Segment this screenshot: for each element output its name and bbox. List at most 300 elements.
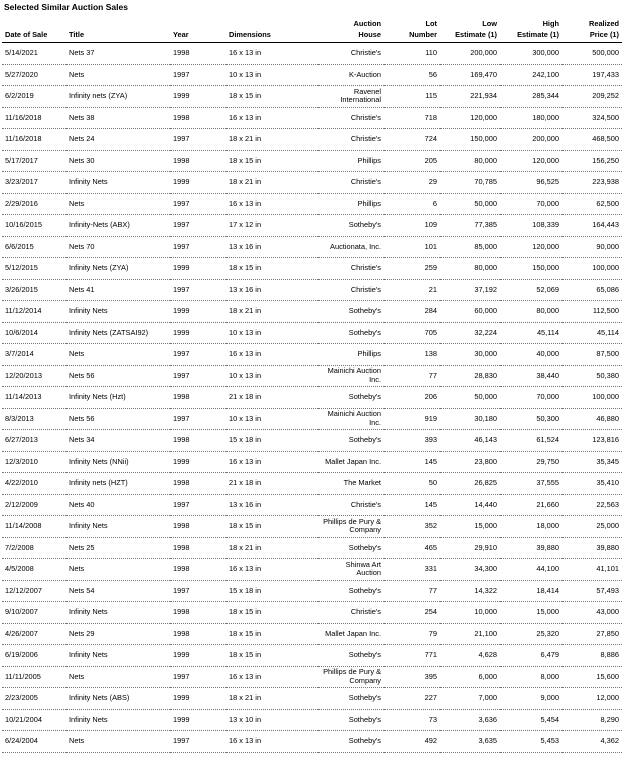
table-body [2,43,622,753]
table-row [2,279,622,301]
table-row [2,129,622,151]
cell-low-estimate: 77,385 [440,215,500,237]
cell-date: 6/24/2004 [2,731,66,753]
cell-low-estimate: 85,000 [440,236,500,258]
cell-auction-house: Sotheby's [318,215,384,237]
table-row [2,193,622,215]
cell-high-estimate: 39,880 [500,537,562,559]
cell-high-estimate: 120,000 [500,236,562,258]
cell-date: 11/16/2018 [2,107,66,129]
table-row [2,258,622,280]
cell-year: 1999 [170,258,226,280]
cell-high-estimate: 15,000 [500,602,562,624]
cell-date: 5/17/2017 [2,150,66,172]
cell-date: 11/11/2005 [2,666,66,688]
table-row [2,731,622,753]
cell-year: 1997 [170,279,226,301]
cell-realized-price: 500,000 [562,43,622,65]
cell-lot-number: 259 [384,258,440,280]
cell-auction-house: Phillips [318,150,384,172]
cell-auction-house: Sotheby's [318,537,384,559]
cell-title: Nets 29 [66,623,170,645]
cell-title: Nets 30 [66,150,170,172]
cell-auction-house: Shinwa Art Auction [318,559,384,581]
cell-low-estimate: 29,910 [440,537,500,559]
cell-title: Infinity Nets (ZATSAI92) [66,322,170,344]
table-row [2,559,622,581]
cell-realized-price: 15,600 [562,666,622,688]
cell-high-estimate: 242,100 [500,64,562,86]
table-row [2,86,622,108]
cell-realized-price: 43,000 [562,602,622,624]
cell-year: 1997 [170,494,226,516]
cell-dimensions: 16 x 13 in [226,451,318,473]
cell-lot-number: 56 [384,64,440,86]
table-row [2,387,622,409]
cell-year: 1997 [170,580,226,602]
cell-title: Nets 34 [66,430,170,452]
auction-sales-table [2,14,622,753]
cell-year: 1997 [170,731,226,753]
cell-high-estimate: 50,300 [500,408,562,430]
cell-dimensions: 18 x 15 in [226,516,318,538]
cell-realized-price: 46,880 [562,408,622,430]
cell-high-estimate: 200,000 [500,129,562,151]
cell-title: Nets [66,559,170,581]
cell-date: 6/19/2006 [2,645,66,667]
cell-date: 10/16/2015 [2,215,66,237]
cell-lot-number: 145 [384,451,440,473]
cell-date: 10/6/2014 [2,322,66,344]
cell-auction-house: Christie's [318,602,384,624]
table-row [2,64,622,86]
cell-low-estimate: 4,628 [440,645,500,667]
cell-lot-number: 50 [384,473,440,495]
cell-high-estimate: 96,525 [500,172,562,194]
cell-realized-price: 468,500 [562,129,622,151]
cell-year: 1999 [170,86,226,108]
header-year: Year [170,14,226,43]
cell-date: 4/5/2008 [2,559,66,581]
cell-year: 1997 [170,408,226,430]
cell-auction-house: Christie's [318,494,384,516]
header-realized-price: Realized Price (1) [562,14,622,43]
cell-high-estimate: 18,000 [500,516,562,538]
table-row [2,322,622,344]
cell-dimensions: 10 x 13 in [226,365,318,387]
table-row [2,494,622,516]
cell-realized-price: 123,816 [562,430,622,452]
cell-auction-house: The Market [318,473,384,495]
cell-high-estimate: 285,344 [500,86,562,108]
cell-lot-number: 205 [384,150,440,172]
cell-dimensions: 16 x 13 in [226,559,318,581]
cell-high-estimate: 300,000 [500,43,562,65]
cell-title: Nets 37 [66,43,170,65]
cell-lot-number: 395 [384,666,440,688]
cell-auction-house: Christie's [318,129,384,151]
cell-high-estimate: 40,000 [500,344,562,366]
cell-dimensions: 16 x 13 in [226,43,318,65]
cell-year: 1998 [170,107,226,129]
cell-dimensions: 16 x 13 in [226,193,318,215]
cell-high-estimate: 45,114 [500,322,562,344]
cell-date: 6/2/2019 [2,86,66,108]
cell-auction-house: Sotheby's [318,387,384,409]
header-low-estimate: Low Estimate (1) [440,14,500,43]
cell-dimensions: 13 x 16 in [226,236,318,258]
cell-title: Nets 56 [66,408,170,430]
cell-low-estimate: 14,322 [440,580,500,602]
cell-title: Nets 24 [66,129,170,151]
cell-date: 12/20/2013 [2,365,66,387]
cell-realized-price: 223,938 [562,172,622,194]
cell-dimensions: 16 x 13 in [226,666,318,688]
cell-dimensions: 18 x 15 in [226,86,318,108]
table-row [2,688,622,710]
cell-lot-number: 465 [384,537,440,559]
header-lot-number: Lot Number [384,14,440,43]
cell-realized-price: 41,101 [562,559,622,581]
cell-lot-number: 79 [384,623,440,645]
cell-date: 3/23/2017 [2,172,66,194]
cell-high-estimate: 61,524 [500,430,562,452]
cell-realized-price: 22,563 [562,494,622,516]
cell-date: 11/14/2013 [2,387,66,409]
cell-date: 2/12/2009 [2,494,66,516]
cell-title: Nets [66,64,170,86]
cell-dimensions: 15 x 18 in [226,580,318,602]
cell-auction-house: Christie's [318,107,384,129]
cell-low-estimate: 10,000 [440,602,500,624]
cell-year: 1997 [170,344,226,366]
cell-title: Infinity Nets [66,709,170,731]
cell-realized-price: 324,500 [562,107,622,129]
cell-lot-number: 77 [384,580,440,602]
table-row [2,709,622,731]
table-row [2,107,622,129]
cell-auction-house: Phillips de Pury & Company [318,666,384,688]
cell-realized-price: 57,493 [562,580,622,602]
cell-date: 8/3/2013 [2,408,66,430]
cell-title: Infinity Nets [66,602,170,624]
cell-auction-house: Auctionata, Inc. [318,236,384,258]
cell-low-estimate: 28,830 [440,365,500,387]
cell-dimensions: 18 x 21 in [226,301,318,323]
cell-lot-number: 109 [384,215,440,237]
table-row [2,451,622,473]
cell-high-estimate: 44,100 [500,559,562,581]
cell-high-estimate: 25,320 [500,623,562,645]
cell-low-estimate: 14,440 [440,494,500,516]
cell-low-estimate: 15,000 [440,516,500,538]
cell-title: Nets 56 [66,365,170,387]
header-dimensions: Dimensions [226,14,318,43]
cell-date: 6/6/2015 [2,236,66,258]
table-row [2,537,622,559]
cell-dimensions: 15 x 18 in [226,430,318,452]
cell-dimensions: 17 x 12 in [226,215,318,237]
cell-realized-price: 8,886 [562,645,622,667]
cell-title: Nets [66,193,170,215]
cell-title: Infinity Nets (ABS) [66,688,170,710]
cell-dimensions: 18 x 21 in [226,688,318,710]
cell-auction-house: Sotheby's [318,580,384,602]
cell-lot-number: 101 [384,236,440,258]
cell-low-estimate: 169,470 [440,64,500,86]
cell-dimensions: 18 x 21 in [226,537,318,559]
cell-year: 1998 [170,387,226,409]
cell-date: 3/26/2015 [2,279,66,301]
cell-realized-price: 8,290 [562,709,622,731]
cell-high-estimate: 70,000 [500,387,562,409]
cell-title: Infinity Nets (Hzt) [66,387,170,409]
cell-realized-price: 164,443 [562,215,622,237]
cell-auction-house: Christie's [318,172,384,194]
cell-high-estimate: 29,750 [500,451,562,473]
table-row [2,516,622,538]
cell-realized-price: 100,000 [562,387,622,409]
cell-realized-price: 4,362 [562,731,622,753]
cell-title: Nets 38 [66,107,170,129]
cell-title: Nets 25 [66,537,170,559]
cell-auction-house: Christie's [318,258,384,280]
cell-lot-number: 21 [384,279,440,301]
cell-year: 1997 [170,236,226,258]
cell-lot-number: 352 [384,516,440,538]
cell-low-estimate: 37,192 [440,279,500,301]
cell-year: 1998 [170,516,226,538]
cell-lot-number: 284 [384,301,440,323]
cell-auction-house: K-Auction [318,64,384,86]
table-row [2,473,622,495]
cell-realized-price: 209,252 [562,86,622,108]
table-row [2,430,622,452]
cell-auction-house: Phillips [318,193,384,215]
cell-realized-price: 25,000 [562,516,622,538]
cell-auction-house: Mallet Japan Inc. [318,451,384,473]
cell-lot-number: 77 [384,365,440,387]
header-row [2,14,622,43]
cell-dimensions: 18 x 15 in [226,623,318,645]
cell-realized-price: 65,086 [562,279,622,301]
cell-dimensions: 18 x 15 in [226,150,318,172]
cell-date: 12/12/2007 [2,580,66,602]
cell-realized-price: 27,850 [562,623,622,645]
cell-title: Nets [66,344,170,366]
cell-title: Infinity Nets [66,516,170,538]
table-row [2,344,622,366]
cell-low-estimate: 34,300 [440,559,500,581]
cell-high-estimate: 52,069 [500,279,562,301]
cell-year: 1997 [170,129,226,151]
cell-lot-number: 331 [384,559,440,581]
cell-lot-number: 115 [384,86,440,108]
cell-title: Infinity nets (ZYA) [66,86,170,108]
cell-lot-number: 771 [384,645,440,667]
cell-date: 10/21/2004 [2,709,66,731]
cell-low-estimate: 120,000 [440,107,500,129]
cell-low-estimate: 200,000 [440,43,500,65]
cell-title: Nets 54 [66,580,170,602]
cell-auction-house: Christie's [318,43,384,65]
cell-auction-house: Christie's [318,279,384,301]
cell-title: Infinity-Nets (ABX) [66,215,170,237]
cell-auction-house: Sotheby's [318,688,384,710]
cell-low-estimate: 3,635 [440,731,500,753]
cell-date: 4/26/2007 [2,623,66,645]
cell-dimensions: 18 x 21 in [226,129,318,151]
cell-low-estimate: 23,800 [440,451,500,473]
cell-auction-house: Sotheby's [318,709,384,731]
cell-date: 11/14/2008 [2,516,66,538]
cell-high-estimate: 18,414 [500,580,562,602]
cell-realized-price: 35,345 [562,451,622,473]
cell-high-estimate: 150,000 [500,258,562,280]
cell-year: 1998 [170,623,226,645]
cell-lot-number: 492 [384,731,440,753]
cell-title: Nets 40 [66,494,170,516]
cell-year: 1998 [170,43,226,65]
cell-low-estimate: 7,000 [440,688,500,710]
cell-low-estimate: 21,100 [440,623,500,645]
cell-low-estimate: 32,224 [440,322,500,344]
cell-title: Infinity nets (HZT) [66,473,170,495]
cell-date: 2/29/2016 [2,193,66,215]
cell-dimensions: 18 x 15 in [226,258,318,280]
cell-year: 1998 [170,602,226,624]
cell-high-estimate: 5,454 [500,709,562,731]
cell-title: Infinity Nets (ZYA) [66,258,170,280]
cell-date: 5/27/2020 [2,64,66,86]
cell-date: 11/16/2018 [2,129,66,151]
cell-auction-house: Mainichi Auction Inc. [318,408,384,430]
cell-lot-number: 6 [384,193,440,215]
cell-high-estimate: 120,000 [500,150,562,172]
header-title: Title [66,14,170,43]
cell-year: 1999 [170,709,226,731]
cell-title: Infinity Nets [66,172,170,194]
cell-year: 1999 [170,172,226,194]
cell-dimensions: 13 x 16 in [226,279,318,301]
table-row [2,580,622,602]
cell-realized-price: 45,114 [562,322,622,344]
cell-date: 5/12/2015 [2,258,66,280]
header-auction-house: Auction House [318,14,384,43]
cell-high-estimate: 5,453 [500,731,562,753]
cell-dimensions: 21 x 18 in [226,473,318,495]
cell-realized-price: 39,880 [562,537,622,559]
table-row [2,408,622,430]
cell-dimensions: 21 x 18 in [226,387,318,409]
cell-year: 1997 [170,64,226,86]
cell-year: 1997 [170,365,226,387]
cell-date: 6/27/2013 [2,430,66,452]
cell-low-estimate: 50,000 [440,387,500,409]
cell-lot-number: 705 [384,322,440,344]
cell-auction-house: Sotheby's [318,301,384,323]
cell-dimensions: 13 x 10 in [226,709,318,731]
cell-low-estimate: 221,934 [440,86,500,108]
cell-realized-price: 112,500 [562,301,622,323]
cell-auction-house: Ravenel International [318,86,384,108]
cell-dimensions: 10 x 13 in [226,64,318,86]
header-high-estimate: High Estimate (1) [500,14,562,43]
cell-realized-price: 50,380 [562,365,622,387]
cell-low-estimate: 26,825 [440,473,500,495]
cell-date: 12/3/2010 [2,451,66,473]
cell-dimensions: 10 x 13 in [226,408,318,430]
table-title: Selected Similar Auction Sales [4,2,128,12]
cell-dimensions: 16 x 13 in [226,107,318,129]
cell-lot-number: 724 [384,129,440,151]
cell-date: 11/12/2014 [2,301,66,323]
cell-year: 1998 [170,537,226,559]
cell-dimensions: 16 x 13 in [226,731,318,753]
cell-year: 1997 [170,666,226,688]
cell-title: Nets [66,666,170,688]
table-row [2,365,622,387]
cell-dimensions: 18 x 15 in [226,602,318,624]
cell-year: 1998 [170,559,226,581]
cell-date: 3/7/2014 [2,344,66,366]
cell-low-estimate: 50,000 [440,193,500,215]
cell-title: Infinity Nets [66,645,170,667]
cell-lot-number: 29 [384,172,440,194]
cell-dimensions: 16 x 13 in [226,344,318,366]
cell-dimensions: 13 x 16 in [226,494,318,516]
table-row [2,623,622,645]
cell-year: 1999 [170,322,226,344]
cell-realized-price: 35,410 [562,473,622,495]
cell-date: 4/22/2010 [2,473,66,495]
cell-low-estimate: 30,180 [440,408,500,430]
cell-lot-number: 138 [384,344,440,366]
cell-dimensions: 18 x 15 in [226,645,318,667]
cell-date: 7/2/2008 [2,537,66,559]
cell-year: 1999 [170,688,226,710]
cell-realized-price: 87,500 [562,344,622,366]
cell-high-estimate: 108,339 [500,215,562,237]
cell-auction-house: Sotheby's [318,645,384,667]
cell-high-estimate: 38,440 [500,365,562,387]
cell-auction-house: Sotheby's [318,322,384,344]
table-row [2,645,622,667]
cell-high-estimate: 9,000 [500,688,562,710]
cell-lot-number: 145 [384,494,440,516]
header-date: Date of Sale [2,14,66,43]
cell-lot-number: 227 [384,688,440,710]
cell-auction-house: Mainichi Auction Inc. [318,365,384,387]
cell-low-estimate: 60,000 [440,301,500,323]
cell-high-estimate: 8,000 [500,666,562,688]
table-row [2,43,622,65]
table-row [2,150,622,172]
cell-lot-number: 919 [384,408,440,430]
table-row [2,215,622,237]
cell-low-estimate: 46,143 [440,430,500,452]
table-row [2,172,622,194]
cell-high-estimate: 70,000 [500,193,562,215]
cell-year: 1998 [170,430,226,452]
table-row [2,236,622,258]
cell-lot-number: 254 [384,602,440,624]
cell-year: 1997 [170,193,226,215]
cell-realized-price: 197,433 [562,64,622,86]
cell-realized-price: 90,000 [562,236,622,258]
cell-high-estimate: 37,555 [500,473,562,495]
cell-high-estimate: 80,000 [500,301,562,323]
